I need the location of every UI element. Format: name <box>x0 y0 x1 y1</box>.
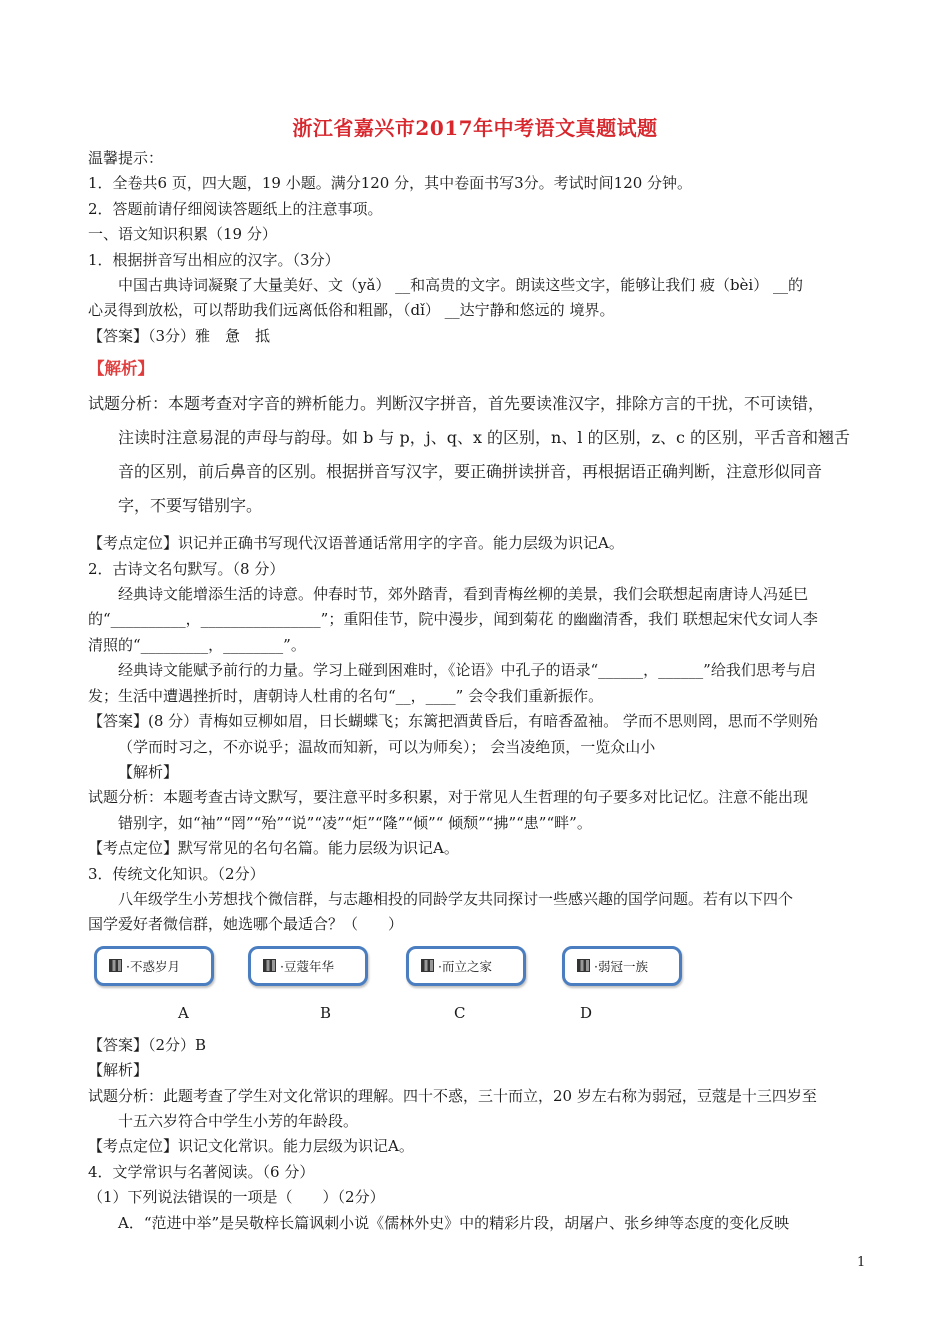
wechat-group-options <box>88 938 878 1033</box>
text-line: 音的区别，前后鼻音的区别。根据拼音写汉字，要正确拼读拼音，再根据语正确判断，注意形似同音 <box>118 462 823 482</box>
text-line: （1）下列说法错误的一项是（ ）（2分） <box>88 1188 385 1207</box>
text-line: 【答案】（3分）雅 惫 抵 <box>88 326 271 345</box>
text-line: 经典诗文能赋予前行的力量。学习上碰到困难时，《论语》中孔子的语录“______，______”给我们思考与启 <box>118 661 816 680</box>
text-line: 国学爱好者微信群，她选哪个最适合？（ ） <box>88 915 404 934</box>
text-line: 中国古典诗词凝聚了大量美好、文（yǎ） __和高贵的文字。朗读这些文字，能够让我们 疲（bèi） __的 <box>118 276 804 295</box>
text-line: A．“范进中举”是吴敬梓长篇讽刺小说《儒林外史》中的精彩片段，胡屠户、张乡绅等态度的变化反映 <box>118 1213 790 1232</box>
option-label: B <box>320 1003 332 1022</box>
wechat-group-name: ·而立之家 <box>438 958 492 974</box>
text-line: 一、语文知识积累（19 分） <box>88 225 277 244</box>
option-label: A <box>178 1003 189 1022</box>
option-label: C <box>454 1003 466 1022</box>
text-line: 【解析】 <box>118 762 179 781</box>
text-line: 试题分析：此题考查了学生对文化常识的理解。四十不惑，三十而立，20 岁左右称为弱冠，豆蔻是十三四岁至 <box>88 1086 817 1105</box>
qr-code-icon <box>421 959 434 972</box>
text-line: 【考点定位】默写常见的名句名篇。能力层级为识记A。 <box>88 839 459 858</box>
wechat-group-name: ·不惑岁月 <box>126 958 180 974</box>
text-line: 【解析】 <box>88 1061 149 1080</box>
section-instructions <box>88 146 878 349</box>
document-title: 浙江省嘉兴市2017年中考语文真题试题 <box>292 116 658 140</box>
page-number: 1 <box>857 1255 866 1270</box>
analysis-heading: 【解析】 <box>88 359 154 379</box>
text-line: 错别字，如“袖”“罔”“殆”“说”“凌”“炬”“隆”“倾”“ 倾颓”“拂”“患”“畔”。 <box>118 813 592 832</box>
text-line: 3．传统文化知识。（2分） <box>88 864 265 883</box>
text-line: 1．全卷共6 页，四大题，19 小题。满分120 分，其中卷面书写3分。考试时间120 分钟。 <box>88 174 693 193</box>
wechat-group-name: ·弱冠一族 <box>594 958 648 974</box>
wechat-group-card[interactable] <box>248 946 368 986</box>
wechat-group-card[interactable] <box>406 946 526 986</box>
text-line: （学而时习之，不亦说乎；温故而知新，可以为师矣）； 会当凌绝顶，一览众山小 <box>118 737 656 756</box>
wechat-group-card[interactable] <box>562 946 682 986</box>
text-line: 十五六岁符合中学生小芳的年龄段。 <box>118 1111 359 1130</box>
text-line: 清照的“_________，________”。 <box>88 635 306 654</box>
text-line: 试题分析：本题考查古诗文默写，要注意平时多积累，对于常见人生哲理的句子要多对比记忆。注意不能出现 <box>88 788 809 807</box>
text-line: 【考点定位】识记文化常识。能力层级为识记A。 <box>88 1137 414 1156</box>
qr-code-icon <box>263 959 276 972</box>
text-line: 2．答题前请仔细阅读答题纸上的注意事项。 <box>88 199 383 218</box>
qr-code-icon <box>109 959 122 972</box>
text-line: 心灵得到放松，可以帮助我们远离低俗和粗鄙，（dǐ） __达宁静和悠远的 境界。 <box>88 301 615 320</box>
text-line: 试题分析：本题考查对字音的辨析能力。判断汉字拼音，首先要读准汉字，排除方言的干扰，不可读错， <box>88 394 825 414</box>
analysis-text-red <box>88 387 878 523</box>
text-line: 字，不要写错别字。 <box>118 496 263 516</box>
text-line: 的“__________，________________”；重阳佳节，院中漫步，闻到菊花 的幽幽清香，我们 联想起宋代女词人李 <box>88 610 818 629</box>
text-line: 1．根据拼音写出相应的汉字。（3分） <box>88 250 340 269</box>
text-line: 注读时注意易混的声母与韵母。如 b 与 p，j、q、x 的区别，n、l 的区别，z、c 的区别，平舌音和翘舌 <box>118 428 851 448</box>
qr-code-icon <box>577 959 590 972</box>
option-label: D <box>580 1003 593 1022</box>
text-line: 八年级学生小芳想找个微信群，与志趣相投的同龄学友共同探讨一些感兴趣的国学问题。若有以下四个 <box>118 889 794 908</box>
section-poetry <box>88 531 878 938</box>
text-line: 【考点定位】识记并正确书写现代汉语普通话常用字的字音。能力层级为识记A。 <box>88 534 624 553</box>
document-body <box>88 146 878 1236</box>
text-line: 2．古诗文名句默写。（8 分） <box>88 559 285 578</box>
text-line: 发；生活中遭遇挫折时，唐朝诗人杜甫的名句“__，____” 会令我们重新振作。 <box>88 686 604 705</box>
section-answers <box>88 1033 878 1236</box>
text-line: 【答案】（2分）B <box>88 1035 207 1054</box>
text-line: 温馨提示： <box>88 149 164 167</box>
text-line: 【答案】(8 分）青梅如豆柳如眉，日长蝴蝶飞；东篱把酒黄昏后，有暗香盈袖。 学而不思则罔，思而不学则殆 <box>88 712 818 731</box>
text-line: 经典诗文能增添生活的诗意。仲春时节，郊外踏青，看到青梅丝柳的美景，我们会联想起南唐诗人冯延巳 <box>118 585 809 604</box>
wechat-group-card[interactable] <box>94 946 214 986</box>
wechat-group-name: ·豆蔻年华 <box>280 958 334 974</box>
text-line: 4．文学常识与名著阅读。（6 分） <box>88 1162 315 1181</box>
